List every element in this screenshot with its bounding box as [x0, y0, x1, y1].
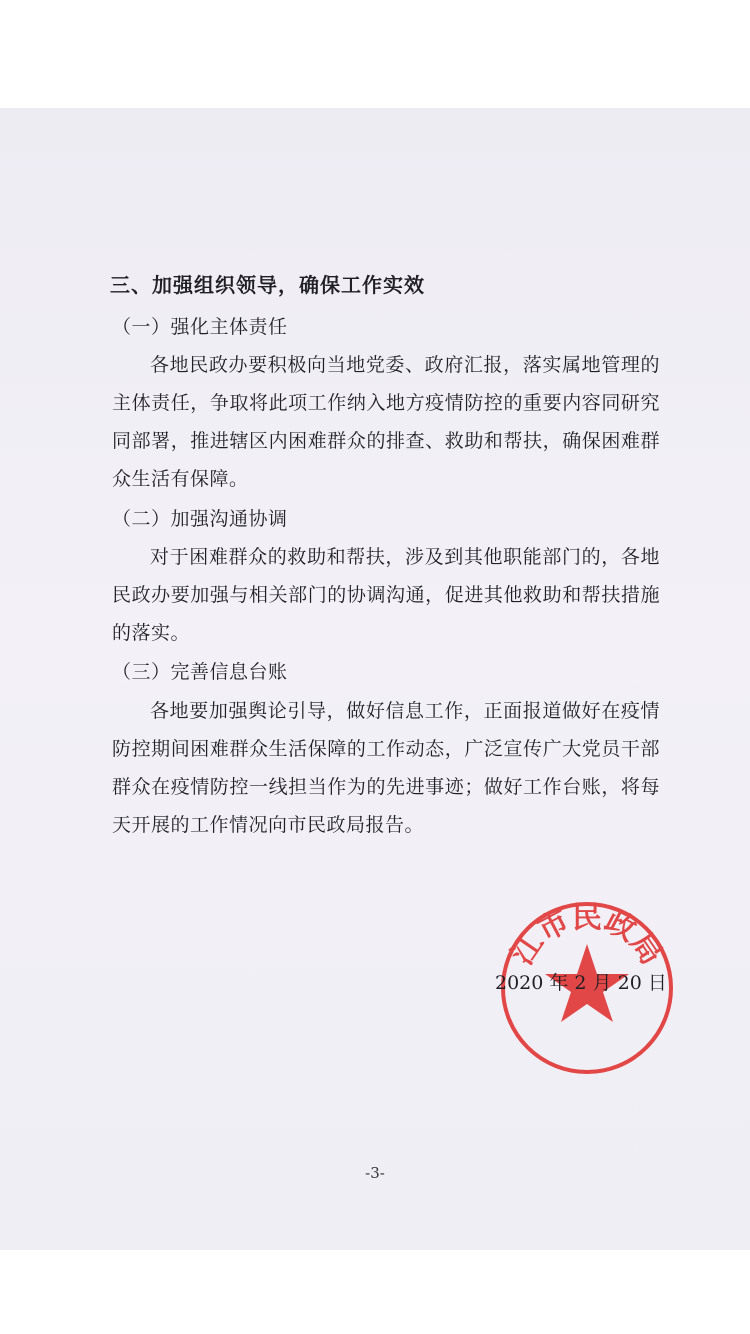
paragraph-2-line-2: 民政办要加强与相关部门的协调沟通，促进其他救助和帮扶措施	[112, 584, 660, 606]
document-date: 2020 年 2 月 20 日	[495, 972, 667, 994]
paragraph-2-line-3: 的落实。	[112, 622, 191, 644]
paragraph-1-line-2: 主体责任，争取将此项工作纳入地方疫情防控的重要内容同研究	[112, 392, 660, 414]
paragraph-1-line-4: 众生活有保障。	[112, 468, 249, 490]
paragraph-2-line-1: 对于困难群众的救助和帮扶，涉及到其他职能部门的，各地	[150, 546, 660, 568]
paragraph-3-line-2: 防控期间困难群众生活保障的工作动态，广泛宣传广大党员干部	[112, 738, 660, 760]
document-page	[0, 108, 750, 1250]
paragraph-3-line-4: 天开展的工作情况向市民政局报告。	[112, 814, 425, 836]
seal-text: 江市民政局	[505, 900, 669, 972]
paragraph-3-line-1: 各地要加强舆论引导，做好信息工作，正面报道做好在疫情	[150, 700, 660, 722]
subheading-3: （三）完善信息台账	[112, 661, 288, 683]
subheading-1: （一）强化主体责任	[112, 316, 288, 338]
section-title: 三、加强组织领导，确保工作实效	[110, 273, 425, 297]
subheading-2: （二）加强沟通协调	[112, 508, 288, 530]
paragraph-1-line-1: 各地民政办要积极向当地党委、政府汇报，落实属地管理的	[150, 354, 660, 376]
page-number: -3-	[365, 1164, 385, 1182]
paragraph-1-line-3: 同部署，推进辖区内困难群众的排查、救助和帮扶，确保困难群	[112, 430, 660, 452]
paragraph-3-line-3: 群众在疫情防控一线担当作为的先进事迹；做好工作台账，将每	[112, 776, 660, 798]
